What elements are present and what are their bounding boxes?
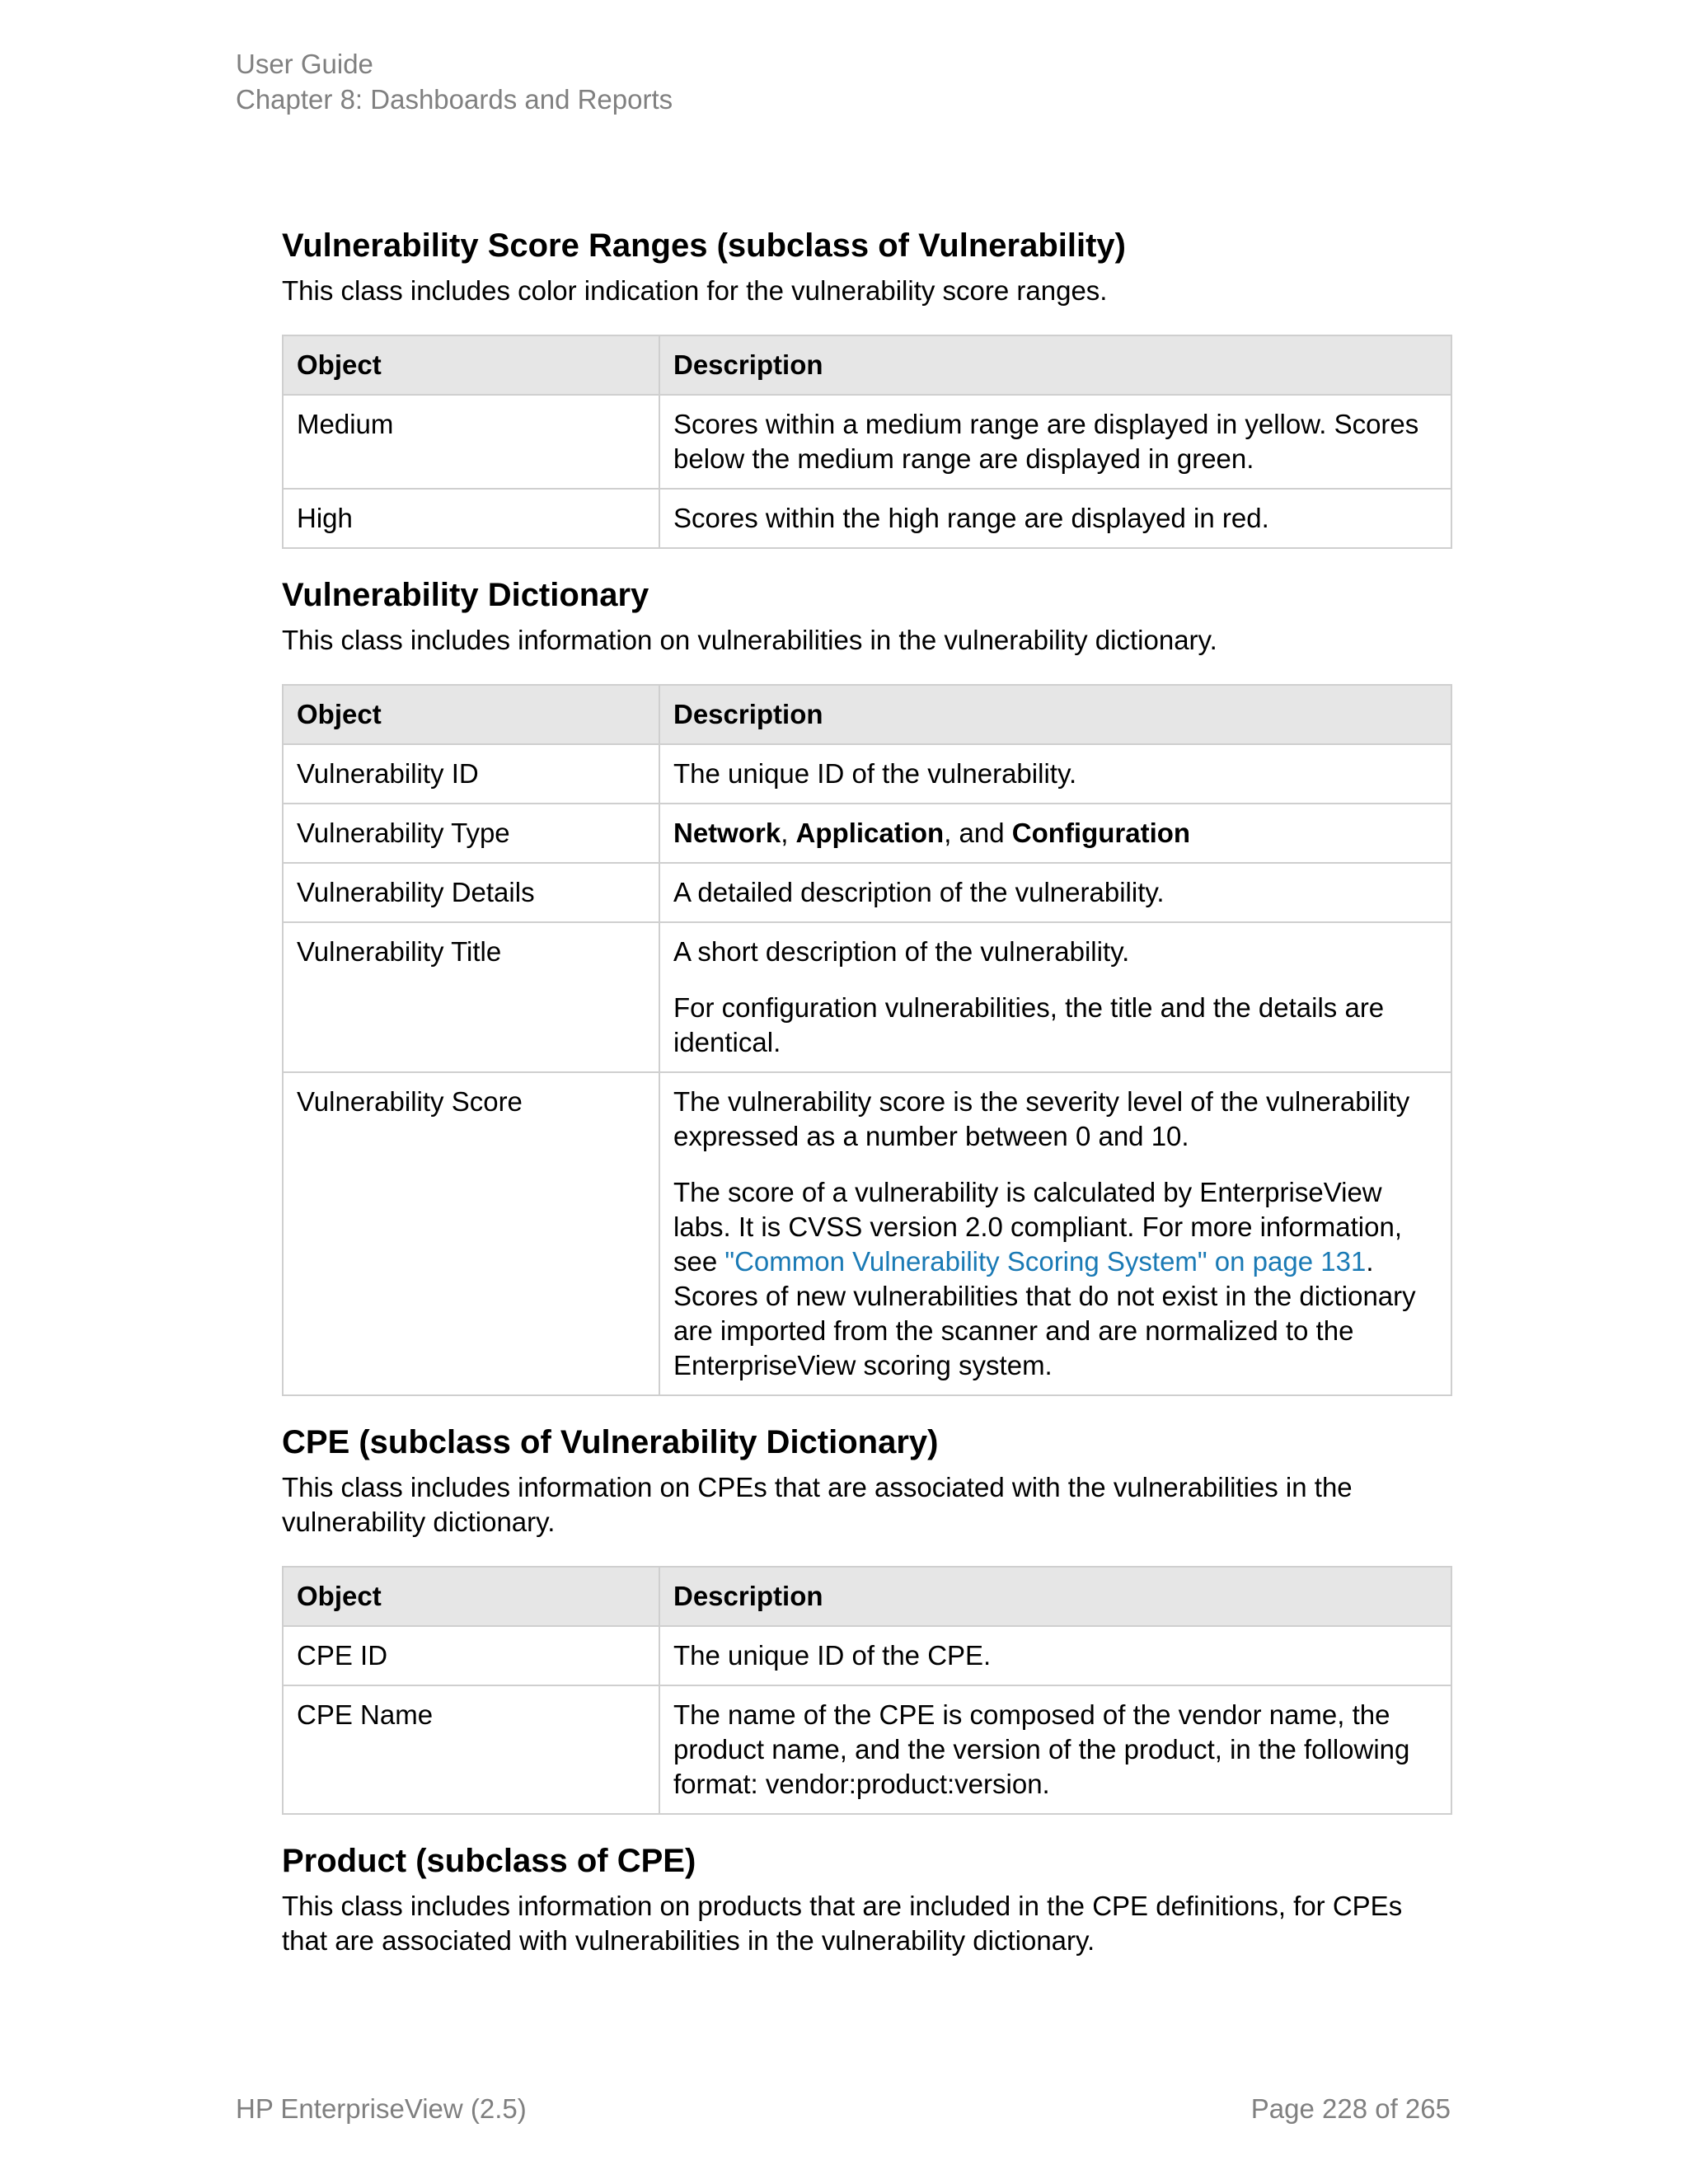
dictionary-table [282,684,1452,1396]
column-header-description: Description [659,1567,1451,1626]
table-header-row [283,1567,1451,1626]
cpe-table [282,1566,1452,1815]
text-run: . Scores of new vulnerabilities that do not exist in the dictionary are imported from the scanner and are normalized to the EnterpriseView scoring system. [673,1246,1416,1380]
object-cell: CPE Name [283,1685,659,1814]
object-cell: Vulnerability Details [283,863,659,922]
description-cell [659,804,1451,863]
table-header-row [283,335,1451,395]
table-row [283,863,1451,922]
text-run: The score of a vulnerability is calculated by EnterpriseView labs. It is CVSS version 2.0 compliant. For more information, see [673,1177,1403,1277]
score-ranges-table [282,335,1452,549]
running-header [236,46,673,117]
description-cell: The unique ID of the vulnerability. [659,744,1451,804]
main-content [282,221,1451,1958]
table-row [283,1072,1451,1395]
object-cell: Vulnerability Type [283,804,659,863]
table-row [283,395,1451,489]
section-title-score-ranges: Vulnerability Score Ranges (subclass of Vulnerability) [282,227,1126,264]
column-header-description: Description [659,685,1451,744]
description-cell: The name of the CPE is composed of the vendor name, the product name, and the version of the product, in the following format: vendor:product:version. [659,1685,1451,1814]
description-paragraph [673,1175,1437,1383]
description-cell: A detailed description of the vulnerability. [659,863,1451,922]
description-cell [659,1072,1451,1395]
section-intro-score-ranges: This class includes color indication for the vulnerability score ranges. [282,275,1108,306]
object-cell: Vulnerability Title [283,922,659,1072]
footer-page-number: Page 228 of 265 [1250,2093,1451,2124]
table-row [283,489,1451,548]
table-row [283,1626,1451,1685]
column-header-object: Object [283,1567,659,1626]
object-cell: High [283,489,659,548]
description-cell: The unique ID of the CPE. [659,1626,1451,1685]
description-cell: Scores within the high range are displayed in red. [659,489,1451,548]
column-header-object: Object [283,685,659,744]
column-header-object: Object [283,335,659,395]
header-guide-title: User Guide [236,49,373,79]
type-separator: , [781,818,796,848]
section-intro-product: This class includes information on products that are included in the CPE definitions, for CPEs that are associated with vulnerabilities in the vulnerability dictionary. [282,1891,1403,1956]
type-separator: , and [944,818,1012,848]
section-title-product: Product (subclass of CPE) [282,1843,696,1879]
object-cell: Medium [283,395,659,489]
section-title-dictionary: Vulnerability Dictionary [282,577,649,613]
header-chapter-title: Chapter 8: Dashboards and Reports [236,84,673,115]
description-paragraph: A short description of the vulnerability. [673,936,1130,967]
type-configuration: Configuration [1011,818,1191,848]
column-header-description: Description [659,335,1451,395]
table-row [283,744,1451,804]
description-paragraph: The vulnerability score is the severity level of the vulnerability expressed as a number between 0 and 10. [673,1086,1410,1151]
section-title-cpe: CPE (subclass of Vulnerability Dictionary) [282,1424,939,1460]
object-cell: Vulnerability Score [283,1072,659,1395]
object-cell: CPE ID [283,1626,659,1685]
description-cell [659,922,1451,1072]
description-paragraph: For configuration vulnerabilities, the title and the details are identical. [673,992,1385,1057]
description-cell: Scores within a medium range are displayed in yellow. Scores below the medium range are displayed in green. [659,395,1451,489]
type-application: Application [795,818,945,848]
section-intro-cpe: This class includes information on CPEs that are associated with the vulnerabilities in the vulnerability dictionary. [282,1472,1353,1537]
table-header-row [283,685,1451,744]
section-intro-dictionary: This class includes information on vulnerabilities in the vulnerability dictionary. [282,625,1217,655]
table-row [283,1685,1451,1814]
type-network: Network [673,818,781,848]
cvss-cross-reference-link[interactable]: "Common Vulnerability Scoring System" on page 131 [724,1246,1367,1277]
footer-product-version: HP EnterpriseView (2.5) [236,2093,527,2124]
table-row [283,804,1451,863]
object-cell: Vulnerability ID [283,744,659,804]
table-row [283,922,1451,1072]
